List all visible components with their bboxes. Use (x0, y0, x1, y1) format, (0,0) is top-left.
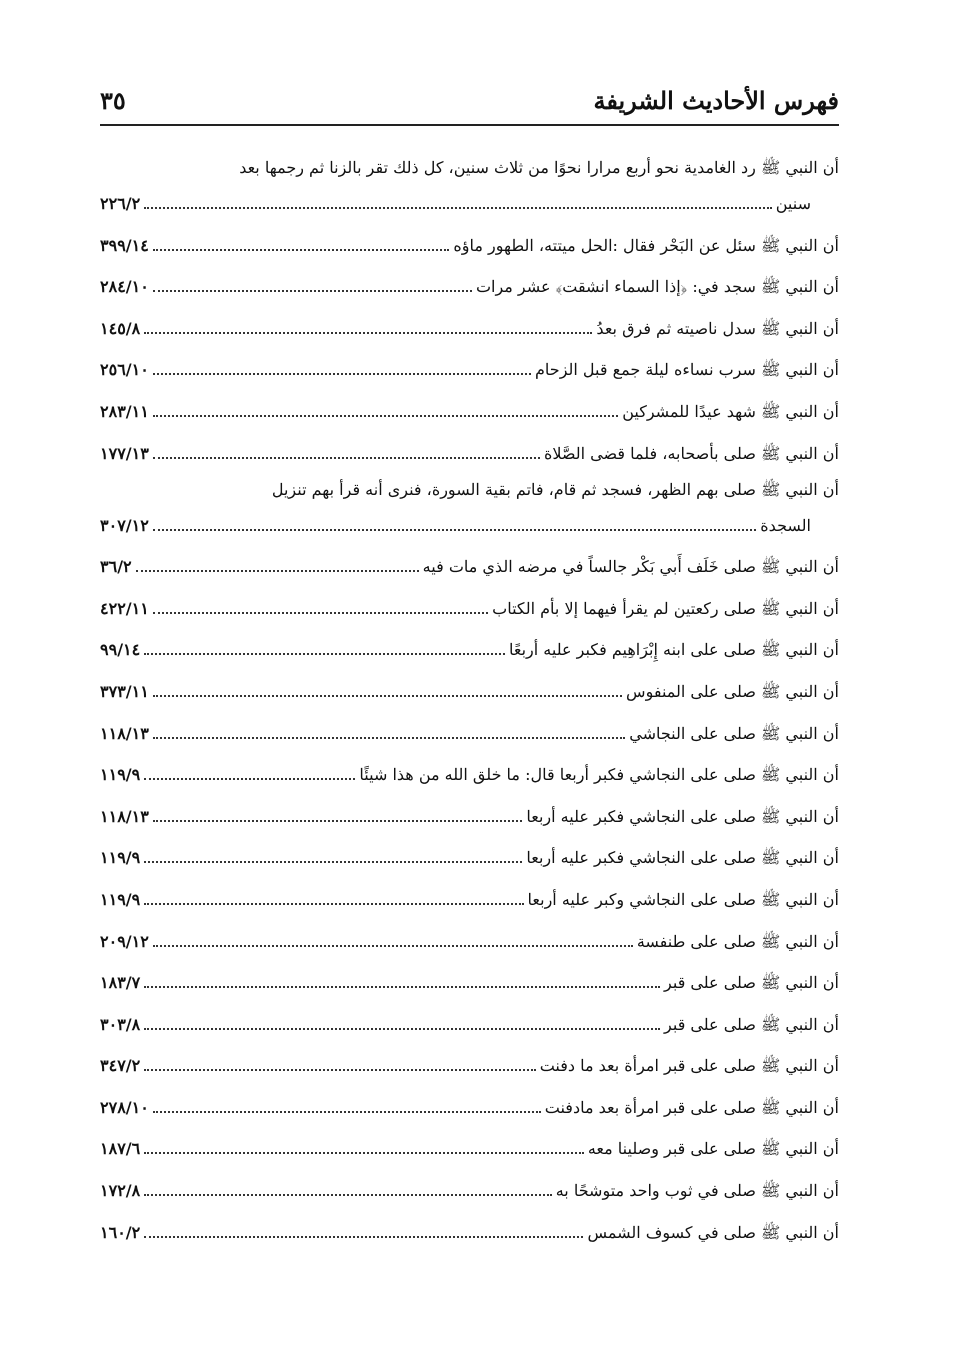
page-title: فهرس الأحاديث الشريفة (593, 85, 839, 115)
entry-text: أن النبي ﷺ صلى على قبر امرأة بعد ما دفنت (539, 1056, 839, 1076)
entry-reference: ١١٩/٩ (100, 889, 141, 909)
dot-leader (153, 945, 633, 947)
dot-leader (144, 1194, 552, 1196)
entry-reference: ٢٧٨/١٠ (100, 1097, 149, 1117)
index-entry (100, 785, 839, 827)
entry-reference: ٢٢٦/٢ (100, 194, 141, 213)
dot-leader (144, 653, 505, 655)
index-entry (100, 380, 839, 422)
index-entry (100, 1159, 839, 1201)
page-header (100, 70, 839, 114)
entry-reference: ٢٨٣/١١ (100, 401, 149, 421)
index-entry (100, 1201, 839, 1243)
entry-text: أن النبي ﷺ صلى على ابنه إِبْرَاهِيم فكبر عليه أربعًا (508, 640, 839, 660)
entry-text: أن النبي ﷺ صلى على قبر امرأة بعد مادفنت (544, 1097, 839, 1117)
index-entry (100, 1076, 839, 1118)
entry-reference: ١٤٥/٨ (100, 318, 141, 338)
dot-leader (153, 249, 450, 251)
entry-text: أن النبي ﷺ صلى في كسوف الشمس (587, 1222, 839, 1242)
header-rule (100, 124, 839, 126)
entry-reference: ١٧٢/٨ (100, 1181, 141, 1201)
entry-text: أن النبي ﷺ صلى على قبر وصلينا معه (587, 1139, 839, 1159)
dot-leader (153, 457, 540, 459)
entry-reference: ٤٢٢/١١ (100, 598, 149, 618)
dot-leader (153, 290, 472, 292)
entry-reference: ٣٧٣/١١ (100, 681, 149, 701)
entry-reference: ٢٥٦/١٠ (100, 360, 149, 380)
index-entry (100, 577, 839, 619)
index-entry (100, 536, 839, 578)
entry-text: أن النبي ﷺ صلى في ثوب واحد متوشحًا به (555, 1181, 839, 1201)
entry-text: أن النبي ﷺ صلى بأصحابه، فلما قضى الصَّلاة (543, 443, 839, 463)
entry-reference: ١١٨/١٣ (100, 806, 149, 826)
dot-leader (136, 570, 419, 572)
entry-text: أن النبي ﷺ صلى على قبر (664, 1014, 839, 1034)
entry-reference: ٩٩/١٤ (100, 640, 141, 660)
entry-text: أن النبي ﷺ سجد في: ﴿إذا السماء انشقت﴾ عشر مرات (475, 277, 839, 297)
entry-text: أن النبي ﷺ صلى على النجاشي (629, 723, 839, 743)
dot-leader (144, 1152, 584, 1154)
entry-first-line: أن النبي ﷺ صلى بهم الظهر، فسجد ثم قام، فاتم بقية السورة، فنرى أنه قرأ بهم تنزيل (271, 479, 839, 499)
dot-leader (144, 861, 522, 863)
entry-reference: ٣٠٣/٨ (100, 1014, 141, 1034)
index-entry (100, 464, 839, 536)
dot-leader (144, 207, 772, 209)
entry-reference: ١١٨/١٣ (100, 723, 149, 743)
entry-reference: ٣٠٧/١٢ (100, 515, 149, 535)
dot-leader (144, 903, 523, 905)
entry-text: أن النبي ﷺ صلى على النجاشي فكبر عليه أربعا (526, 848, 839, 868)
entry-reference: ١٦٠/٢ (100, 1222, 141, 1242)
entry-text: أن النبي ﷺ صلى خَلَف أَبي بَكْر جالساً في مرضه الذي مات فيه (422, 557, 839, 577)
entry-text: أن النبي ﷺ صلى على المنفوس (626, 681, 839, 701)
dot-leader (153, 1111, 541, 1113)
index-entry (100, 256, 839, 298)
index-entry (100, 1035, 839, 1077)
index-entry (100, 868, 839, 910)
index-entry (100, 660, 839, 702)
dot-leader (153, 612, 488, 614)
entry-reference: ٣٤٧/٢ (100, 1056, 141, 1076)
dot-leader (153, 415, 618, 417)
index-entry (100, 1118, 839, 1160)
entry-reference: ١١٩/٩ (100, 848, 141, 868)
dot-leader (153, 737, 625, 739)
entry-text: أن النبي ﷺ صلى ركعتين لم يقرأ فيهما إلا بأم الكتاب (492, 598, 839, 618)
entry-reference: ٢٨٤/١٠ (100, 277, 149, 297)
index-entry (100, 619, 839, 661)
dot-leader (144, 332, 592, 334)
entry-text: أن النبي ﷺ صلى على النجاشي فكبر أربعا قال: ما خلق الله من هذا شيئًا (359, 765, 839, 785)
index-entry (100, 142, 839, 214)
entry-first-line: أن النبي ﷺ رد الغامدية نحو أربع مرارا نحوًا من ثلاث سنين، كل ذلك تقر بالزنا ثم رجمها بعد (239, 158, 839, 177)
dot-leader (144, 1236, 583, 1238)
index-entry (100, 993, 839, 1035)
index-entry (100, 214, 839, 256)
index-entry (100, 702, 839, 744)
index-entry (100, 744, 839, 786)
entry-text: سنين (775, 194, 811, 213)
dot-leader (144, 778, 355, 780)
index-entry (100, 910, 839, 952)
entry-text: أن النبي ﷺ صلى على النجاشي وكبر عليه أربعا (527, 889, 839, 909)
index-entry (100, 422, 839, 464)
entry-reference: ١١٩/٩ (100, 765, 141, 785)
index-entry (100, 297, 839, 339)
page-number: ٣٥ (100, 85, 126, 115)
entry-text: أن النبي ﷺ سرب نساءه ليلة جمع قبل الزحام (535, 360, 839, 380)
entry-text: أن النبي ﷺ صلى على قبر (664, 973, 839, 993)
dot-leader (144, 1069, 535, 1071)
entry-reference: ١٨٣/٧ (100, 973, 141, 993)
dot-leader (144, 986, 660, 988)
entry-reference: ١٨٧/٦ (100, 1139, 141, 1159)
dot-leader (153, 820, 523, 822)
index-entry (100, 827, 839, 869)
entry-reference: ٣٦/٢ (100, 557, 132, 577)
hadith-index-list (100, 142, 839, 1243)
dot-leader (153, 529, 756, 531)
entry-text: أن النبي ﷺ صلى على النجاشي فكبر عليه أربعا (526, 806, 839, 826)
entry-text: السجدة (760, 515, 811, 535)
entry-text: أن النبي ﷺ صلى على طنفسة (636, 931, 839, 951)
entry-reference: ٢٠٩/١٢ (100, 931, 149, 951)
index-entry (100, 952, 839, 994)
entry-text: أن النبي ﷺ شهد عيدًا للمشركين (622, 401, 839, 421)
entry-reference: ٣٩٩/١٤ (100, 235, 149, 255)
dot-leader (153, 373, 531, 375)
dot-leader (144, 1028, 660, 1030)
entry-text: أن النبي ﷺ سئل عن البَحْر فقال :الحل ميتته، الطهور ماؤه (453, 235, 839, 255)
entry-reference: ١٧٧/١٣ (100, 443, 149, 463)
index-entry (100, 339, 839, 381)
entry-text: أن النبي ﷺ سدل ناصيته ثم فرق بعدُ (596, 318, 839, 338)
dot-leader (153, 695, 622, 697)
